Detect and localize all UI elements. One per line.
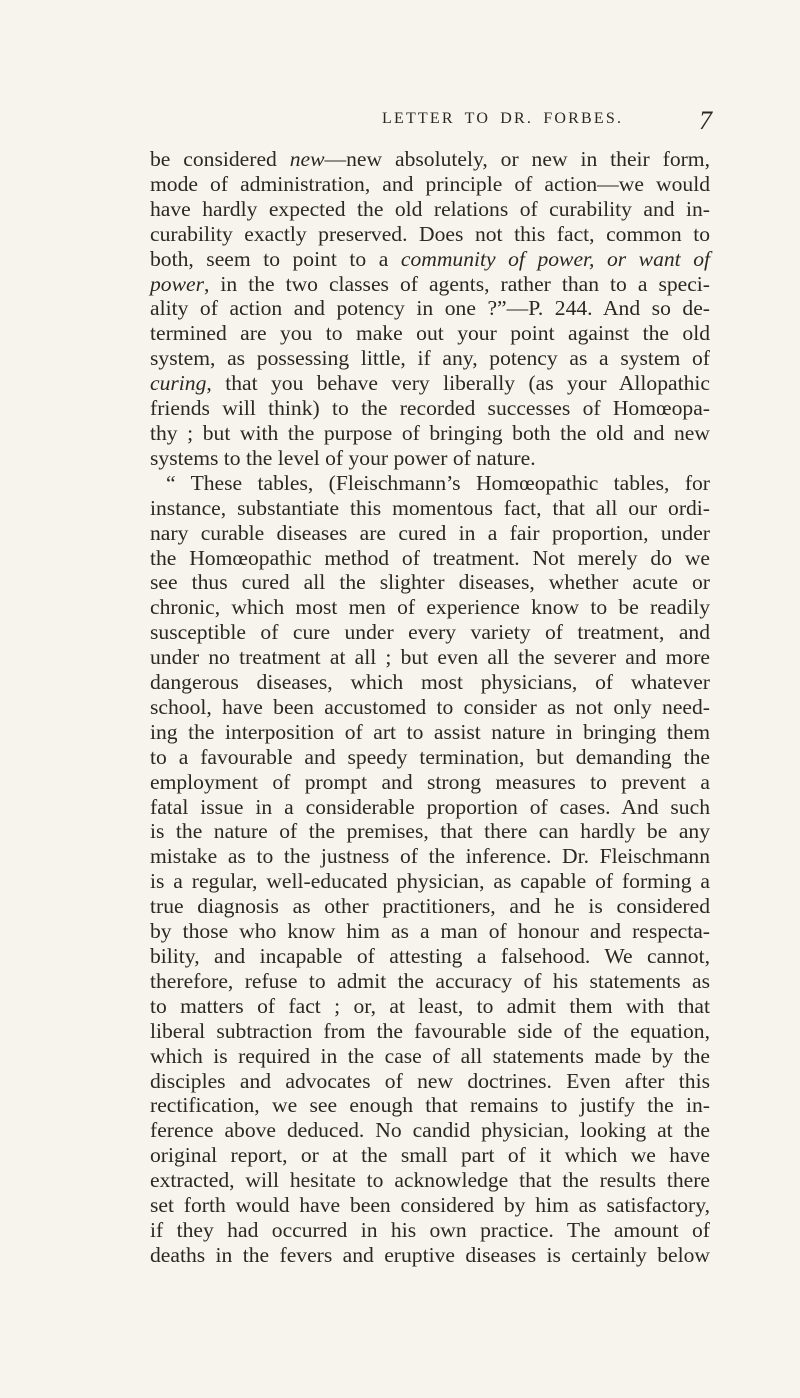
text-run: both, seem to point to a — [150, 246, 401, 271]
text-run: the Homœopathic method of treatment. Not merely do we — [150, 545, 710, 570]
text-run: to matters of fact ; or, at least, to admit them with that — [150, 993, 710, 1018]
text-run: liberal subtraction from the favourable side of the equation, — [150, 1018, 710, 1043]
text-line — [150, 346, 710, 371]
text-run: set forth would have been considered by him as satisfactory, — [150, 1193, 710, 1218]
text-run: which is required in the case of all statements made by the — [150, 1043, 710, 1068]
text-line — [150, 620, 710, 645]
text-line — [150, 1243, 710, 1268]
text-line — [150, 1218, 710, 1243]
text-line — [150, 1093, 710, 1118]
text-run: ference above deduced. No candid physician, looking at the — [150, 1118, 710, 1143]
text-line — [150, 720, 710, 745]
text-line — [150, 1193, 710, 1218]
text-run: ing the interposition of art to assist nature in bringing them — [150, 719, 710, 744]
text-run: ality of action and potency in one ?”—P. 244. And so de- — [150, 296, 710, 321]
text-run: system, as possessing little, if any, potency as a system of — [150, 346, 710, 371]
text-run: mistake as to the justness of the inference. Dr. Fleischmann — [150, 844, 710, 869]
text-run: bility, and incapable of attesting a falsehood. We cannot, — [150, 944, 710, 968]
text-line — [150, 247, 710, 272]
text-run: original report, or at the small part of it which we have — [150, 1143, 710, 1168]
text-run: mode of administration, and principle of action—we would — [150, 171, 710, 196]
text-line — [150, 321, 710, 346]
text-line — [150, 570, 710, 595]
text-line — [150, 1044, 710, 1069]
text-run: under no treatment at all ; but even all the severer and more — [150, 645, 710, 670]
italic-text: new — [289, 147, 325, 171]
text-run: have hardly expected the old relations of curability and in- — [150, 196, 710, 221]
text-line — [150, 1143, 710, 1168]
page-number: 7 — [699, 106, 712, 135]
text-line — [150, 844, 710, 869]
text-line — [150, 371, 710, 396]
text-line — [150, 819, 710, 844]
text-line — [150, 595, 710, 620]
text-line — [150, 969, 710, 994]
text-run: friends will think) to the recorded successes of Homœopa- — [150, 396, 710, 421]
text-line — [150, 172, 710, 197]
text-run: therefore, refuse to admit the accuracy of his statements as — [150, 968, 710, 993]
text-line — [150, 994, 710, 1019]
text-run: systems to the level of your power of nature. — [150, 445, 536, 470]
text-run: curability exactly preserved. Does not this fact, common to — [150, 221, 710, 246]
text-line — [150, 396, 710, 421]
text-line — [150, 745, 710, 770]
text-run: by those who know him as a man of honour and respecta- — [150, 919, 710, 944]
text-line — [150, 1069, 710, 1094]
text-line — [150, 670, 710, 695]
text-run: deaths in the fevers and eruptive diseases is certainly below — [150, 1242, 710, 1267]
text-run: if they had occurred in his own practice. The amount of — [150, 1217, 710, 1242]
text-line — [150, 919, 710, 944]
text-run: disciples and advocates of new doctrines. Even after this — [150, 1068, 710, 1093]
text-run: true diagnosis as other practitioners, and he is considered — [150, 894, 710, 919]
text-run: “ These tables, (Fleischmann’s Homœopathic tables, for — [166, 470, 710, 495]
text-line — [150, 944, 710, 969]
text-run: is a regular, well-educated physician, as capable of forming a — [150, 869, 710, 894]
text-run: rectification, we see enough that remains to justify the in- — [150, 1093, 710, 1118]
text-line — [150, 296, 710, 321]
text-line — [150, 1019, 710, 1044]
text-run: see thus cured all the slighter diseases, whether acute or — [150, 570, 710, 595]
text-run: susceptible of cure under every variety of treatment, and — [150, 620, 710, 645]
text-run: extracted, will hesitate to acknowledge that the results there — [150, 1168, 710, 1193]
text-run: —new absolutely, or new in their form, — [324, 147, 710, 171]
italic-text: power — [150, 271, 204, 296]
text-run: employment of prompt and strong measures to prevent a — [150, 769, 710, 794]
text-line — [150, 795, 710, 820]
text-run: school, have been accustomed to consider as not only need- — [150, 694, 710, 719]
italic-text: community of power, or want of — [400, 246, 710, 271]
running-title: LETTER TO DR. FORBES. — [382, 110, 624, 127]
text-line — [150, 446, 710, 471]
text-line — [150, 546, 710, 571]
text-line — [150, 645, 710, 670]
text-run: to a favourable and speedy termination, but demanding the — [150, 744, 710, 769]
body-text — [150, 147, 710, 1268]
text-line — [150, 1118, 710, 1143]
text-run: dangerous diseases, which most physicians, of whatever — [150, 670, 710, 695]
text-run: termined are you to make out your point against the old — [150, 321, 710, 346]
running-head — [150, 106, 712, 140]
text-run: , in the two classes of agents, rather than to a speci- — [203, 271, 710, 296]
text-run: thy ; but with the purpose of bringing both the old and new — [150, 420, 710, 445]
text-line — [150, 197, 710, 222]
text-run: nary curable diseases are cured in a fair proportion, under — [150, 520, 710, 545]
text-run: be considered — [150, 147, 290, 171]
text-line — [150, 1168, 710, 1193]
text-run: instance, substantiate this momentous fact, that all our ordi- — [150, 495, 710, 520]
text-line — [150, 695, 710, 720]
text-run: is the nature of the premises, that there can hardly be any — [150, 819, 710, 844]
text-line — [150, 496, 710, 521]
text-run: fatal issue in a considerable proportion of cases. And such — [150, 794, 710, 819]
text-line — [150, 272, 710, 297]
text-line — [150, 471, 710, 496]
text-line — [150, 147, 710, 172]
text-run: chronic, which most men of experience know to be readily — [150, 595, 710, 620]
text-line — [150, 521, 710, 546]
italic-text: curing — [150, 371, 207, 396]
text-line — [150, 222, 710, 247]
text-line — [150, 869, 710, 894]
text-run: , that you behave very liberally (as your Allopathic — [206, 371, 710, 396]
text-line — [150, 421, 710, 446]
text-line — [150, 894, 710, 919]
text-line — [150, 770, 710, 795]
